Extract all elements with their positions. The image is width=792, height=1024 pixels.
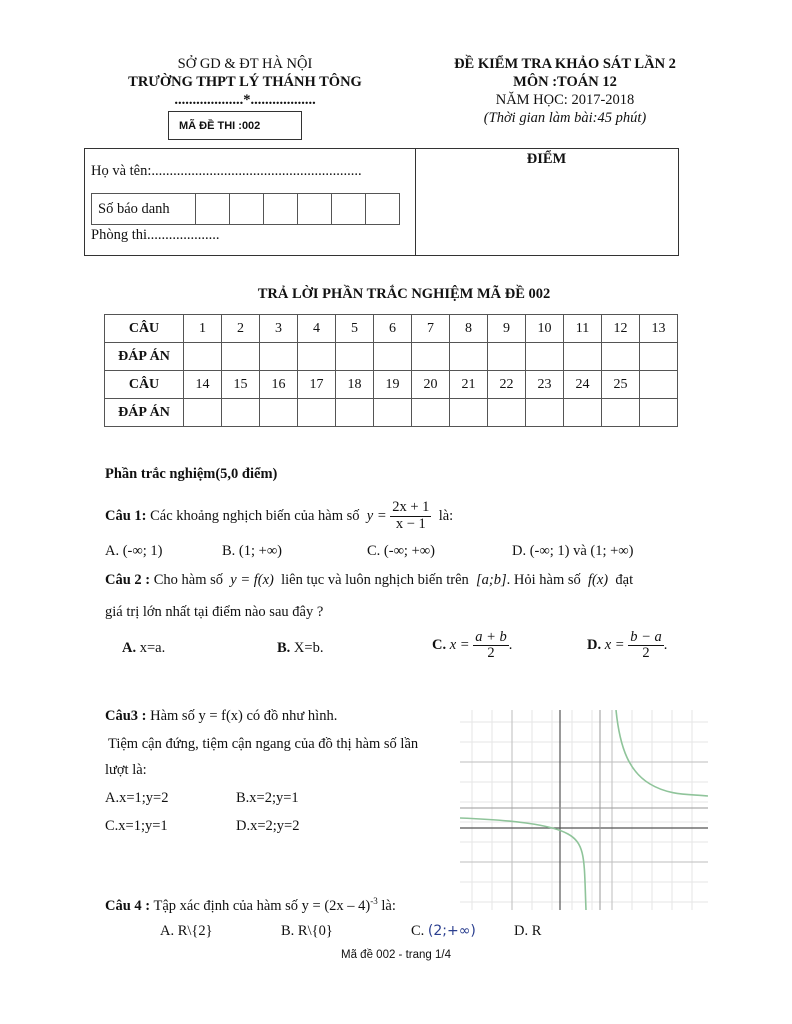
sbd-cell xyxy=(366,194,400,225)
q1-label: Câu 1: xyxy=(105,507,147,524)
q3-text: Hàm số y = f(x) có đồ như hình. xyxy=(150,708,338,724)
dapan-label: ĐÁP ÁN xyxy=(105,399,184,427)
q2-d-label: D. xyxy=(587,637,602,654)
answer-cell[interactable] xyxy=(412,343,450,371)
question-number: 23 xyxy=(526,371,564,399)
cau-label: CÂU xyxy=(105,371,184,399)
graph-background xyxy=(460,710,708,910)
question-number: 19 xyxy=(374,371,412,399)
q3-option-d[interactable]: D.x=2;y=2 xyxy=(236,818,300,834)
score-label: ĐIỂM xyxy=(526,151,567,167)
q2-label: Câu 2 : xyxy=(105,572,151,588)
question-number: 22 xyxy=(488,371,526,399)
q2-text3: . Hỏi hàm số xyxy=(506,572,581,588)
q2-d-pre: x = xyxy=(604,637,625,654)
q2-c-label: C. xyxy=(432,637,447,654)
exam-subject: MÔN :TOÁN 12 xyxy=(513,74,617,90)
answer-cell[interactable] xyxy=(640,343,678,371)
q2-text4: đạt xyxy=(615,572,634,588)
q4-option-c[interactable] xyxy=(411,923,476,940)
q3-label: Câu3 : xyxy=(105,708,147,724)
q2-option-a[interactable] xyxy=(122,640,165,657)
q1-option-a[interactable]: A. (-∞; 1) xyxy=(105,543,163,559)
q3-option-c[interactable]: C.x=1;y=1 xyxy=(105,818,168,834)
q3-graph xyxy=(460,710,708,910)
exam-time: (Thời gian làm bài:45 phút) xyxy=(483,110,647,126)
question-number: 10 xyxy=(526,315,564,343)
q2-c-dot: . xyxy=(508,637,513,654)
cau-label: CÂU xyxy=(105,315,184,343)
answer-cell[interactable] xyxy=(184,399,222,427)
q2-d-denominator: 2 xyxy=(642,645,650,662)
answer-cell[interactable] xyxy=(374,399,412,427)
question-3 xyxy=(105,708,337,725)
q4-text: Tập xác định của hàm số y = (2x – 4) xyxy=(153,897,371,914)
school-year: NĂM HỌC: 2017-2018 xyxy=(495,92,635,108)
answer-cell[interactable] xyxy=(412,399,450,427)
q2-c-denominator: 2 xyxy=(487,645,495,662)
question-number: 17 xyxy=(298,371,336,399)
header-dots: ...................*.................. xyxy=(174,92,316,108)
sbd-label: Số báo danh xyxy=(92,194,196,225)
q4-tail: là: xyxy=(381,897,396,914)
q2-d-dot: . xyxy=(663,637,668,654)
q1-y-eq: y = xyxy=(366,507,387,524)
answer-cell[interactable] xyxy=(260,399,298,427)
answer-cell[interactable] xyxy=(184,343,222,371)
answer-cell[interactable] xyxy=(298,399,336,427)
answer-cell[interactable] xyxy=(336,343,374,371)
sbd-cell xyxy=(264,194,298,225)
q3-option-a[interactable]: A.x=1;y=2 xyxy=(105,790,169,806)
question-number: 8 xyxy=(450,315,488,343)
q3-option-b[interactable]: B.x=2;y=1 xyxy=(236,790,299,806)
q1-option-c[interactable]: C. (-∞; +∞) xyxy=(367,543,435,559)
exam-code-box: MÃ ĐỀ THI :002 xyxy=(168,111,302,140)
answer-cell[interactable] xyxy=(602,343,640,371)
question-number xyxy=(640,371,678,399)
question-number: 2 xyxy=(222,315,260,343)
q3-line3: lượt là: xyxy=(105,762,147,778)
answer-cell[interactable] xyxy=(564,343,602,371)
answer-cell[interactable] xyxy=(602,399,640,427)
q4-option-b[interactable]: B. R\{0} xyxy=(281,923,333,939)
question-number: 5 xyxy=(336,315,374,343)
q2-b-text: X=b. xyxy=(293,640,324,656)
question-number: 25 xyxy=(602,371,640,399)
question-number: 9 xyxy=(488,315,526,343)
q1-tail: là: xyxy=(438,507,454,524)
question-number: 20 xyxy=(412,371,450,399)
answer-cell[interactable] xyxy=(298,343,336,371)
question-number: 11 xyxy=(564,315,602,343)
q4-c-label: C. xyxy=(411,923,425,939)
answer-cell[interactable] xyxy=(488,343,526,371)
sbd-grid xyxy=(91,193,400,225)
q2-option-c[interactable] xyxy=(432,630,512,661)
sbd-cell xyxy=(230,194,264,225)
q4-label: Câu 4 : xyxy=(105,897,151,914)
q2-c-pre: x = xyxy=(449,637,470,654)
q2-c-fraction xyxy=(473,630,509,661)
section-title: Phần trắc nghiệm(5,0 điểm) xyxy=(105,466,278,482)
school-name: TRƯỜNG THPT LÝ THÁNH TÔNG xyxy=(128,74,362,90)
sbd-cell xyxy=(298,194,332,225)
answer-cell[interactable] xyxy=(260,343,298,371)
page-footer: Mã đề 002 - trang 1/4 xyxy=(341,949,451,961)
q4-exponent: -3 xyxy=(370,896,378,906)
question-number: 6 xyxy=(374,315,412,343)
q2-b-label: B. xyxy=(277,640,291,656)
answer-cell[interactable] xyxy=(374,343,412,371)
q2-line2: giá trị lớn nhất tại điểm nào sau đây ? xyxy=(105,604,324,620)
q1-option-d[interactable]: D. (-∞; 1) và (1; +∞) xyxy=(512,543,634,559)
question-number: 18 xyxy=(336,371,374,399)
q2-c-numerator: a + b xyxy=(475,629,507,645)
q2-text2: liên tục và luôn nghịch biến trên xyxy=(281,572,469,588)
answer-cell[interactable] xyxy=(450,343,488,371)
q4-option-a[interactable]: A. R\{2} xyxy=(160,923,213,939)
student-info-box xyxy=(84,148,679,256)
answer-cell[interactable] xyxy=(564,399,602,427)
question-2-line1 xyxy=(105,572,708,589)
q2-a-label: A. xyxy=(122,640,137,656)
q1-option-b[interactable]: B. (1; +∞) xyxy=(222,543,282,559)
room-field: Phòng thi.................... xyxy=(91,227,220,243)
question-number: 7 xyxy=(412,315,450,343)
q2-option-d[interactable] xyxy=(587,630,667,661)
question-number: 21 xyxy=(450,371,488,399)
answer-cell[interactable] xyxy=(450,399,488,427)
dept-name: SỞ GD & ĐT HÀ NỘI xyxy=(177,56,313,72)
q1-fraction xyxy=(390,500,431,531)
q1-denominator: x − 1 xyxy=(395,515,426,532)
q4-c-text: (2;+∞) xyxy=(427,923,476,939)
q1-text: Các khoảng nghịch biến của hàm số xyxy=(150,507,360,524)
q3-line2: Tiệm cận đứng, tiệm cận ngang của đồ thị hàm số lần xyxy=(108,736,419,752)
answer-cell[interactable] xyxy=(640,399,678,427)
answer-cell[interactable] xyxy=(526,343,564,371)
q2-d-fraction xyxy=(628,630,664,661)
question-number: 14 xyxy=(184,371,222,399)
question-number: 13 xyxy=(640,315,678,343)
sbd-cell xyxy=(196,194,230,225)
question-number: 4 xyxy=(298,315,336,343)
q2-text1: Cho hàm số xyxy=(153,572,224,588)
question-4 xyxy=(105,896,396,915)
q2-interval: [a;b] xyxy=(476,572,507,588)
dapan-label: ĐÁP ÁN xyxy=(105,343,184,371)
answer-cell[interactable] xyxy=(222,399,260,427)
q2-option-b[interactable] xyxy=(277,640,323,657)
question-number: 24 xyxy=(564,371,602,399)
question-number: 15 xyxy=(222,371,260,399)
answer-grid xyxy=(104,314,678,427)
q2-fx2: f(x) xyxy=(588,572,609,588)
answer-cell[interactable] xyxy=(222,343,260,371)
q2-a-text: x=a. xyxy=(139,640,166,656)
question-number: 12 xyxy=(602,315,640,343)
q4-option-d[interactable]: D. R xyxy=(514,923,542,939)
name-field: Họ và tên:.......................................................... xyxy=(91,163,362,179)
question-number: 1 xyxy=(184,315,222,343)
q2-d-numerator: b − a xyxy=(630,629,662,645)
question-number: 16 xyxy=(260,371,298,399)
exam-title: ĐỀ KIỂM TRA KHẢO SÁT LẦN 2 xyxy=(454,56,676,72)
question-number: 3 xyxy=(260,315,298,343)
q2-fx: y = f(x) xyxy=(230,572,274,588)
answer-cell[interactable] xyxy=(336,399,374,427)
question-1 xyxy=(105,496,453,536)
answer-sheet-title: TRẢ LỜI PHẦN TRẮC NGHIỆM MÃ ĐỀ 002 xyxy=(257,286,551,302)
sbd-cell xyxy=(332,194,366,225)
answer-cell[interactable] xyxy=(526,399,564,427)
answer-cell[interactable] xyxy=(488,399,526,427)
q1-numerator: 2x + 1 xyxy=(392,499,430,516)
